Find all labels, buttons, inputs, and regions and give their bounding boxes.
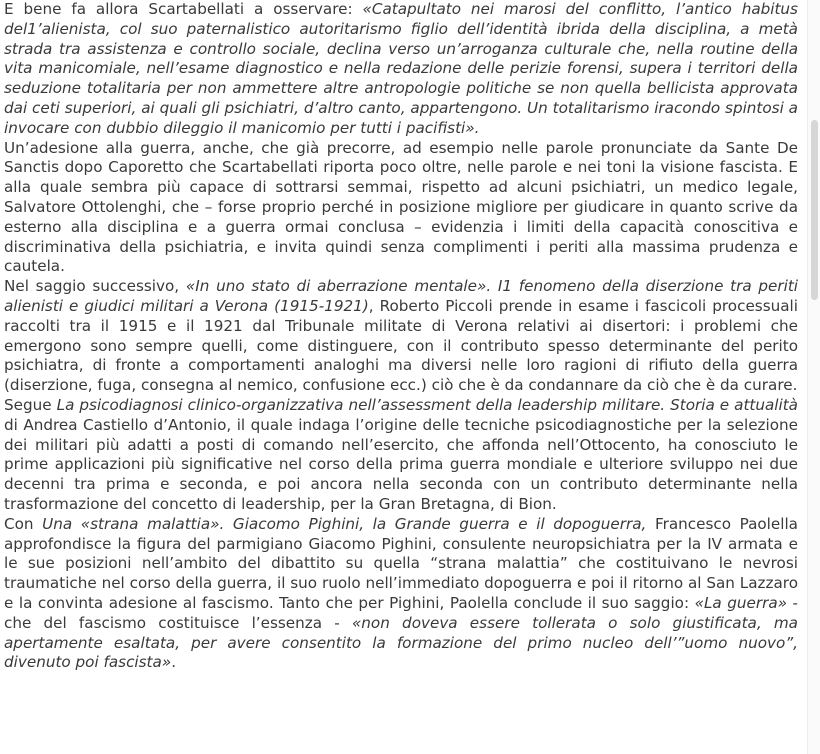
paragraph-scartabellati-quote xyxy=(4,0,798,139)
italic-essay-title: «In uno stato di aberrazione mentale». I1 fenomeno della diserzione tra periti alienisti e giudici militari a Verona (1915-1921) xyxy=(4,277,799,315)
italic-quote: «Catapultato nei marosi del conflitto, l’antico habitus del1’alienista, col suo paternalistico autoritarismo figlio dell’identità ibrida della disciplina, a metà strada tra assistenza e controllo sociale, declina verso un’arroganza culturale che, nella routine della vita manicomiale, nell’esame diagnostico e nella redazione delle perizie forensi, supera i territori della seduzione totalitaria per non ammettere altre antropologie politiche se non quella bellicista approvata dai ceti superiori, ai quali gli psichiatri, d’altro canto, appartengono. Un totalitarismo iracondo spintosi a invocare con dubbio dileggio il manicomio per tutti i pacifisti». xyxy=(4,0,798,137)
paragraph-adesione-guerra xyxy=(4,139,798,278)
italic-quote: «La guerra» xyxy=(694,593,788,612)
page-scrollbar[interactable] xyxy=(807,0,820,754)
italic-essay-title: Una «strana malattia». Giacomo Pighini, la Grande guerra e il dopoguerra, xyxy=(42,514,647,533)
italic-quote: «non doveva essere tollerata o solo giustificata, ma apertamente esaltata, per avere consentito la formazione del primo nucleo dell’”uomo nuovo”, divenuto poi fascista» xyxy=(4,613,798,672)
paragraph-piccoli xyxy=(4,277,798,396)
text-segment: Francesco Paolella approfondisce la figura del parmigiano Giacomo Pighini, consulente neuropsichiatra per la IV armata e le sue posizioni nell’ambito del dibattito su quella “strana malattia” che costituivano le nevrosi traumatiche nel corso della guerra, il suo ruolo nell’immediato dopoguerra e poi il ritorno al San Lazzaro e la convinta adesione al fascismo. Tanto che per Pighini, Paolella conclude il suo saggio: xyxy=(4,514,798,612)
article-body xyxy=(4,0,798,673)
text-segment: . xyxy=(171,653,177,672)
scrollbar-thumb[interactable] xyxy=(811,120,818,300)
text-segment: - che del fascismo costituisce l’essenza - xyxy=(4,593,798,632)
paragraph-castiello xyxy=(4,396,798,515)
text-segment: , Roberto Piccoli prende in esame i fascicoli processuali raccolti tra il 1915 e il 1921 dal Tribunale militate di Verona relativi ai disertori: i problemi che emergono sono sempre quelli, come distinguere, con il contributo spesso determinante del perito psichiatra, di fronte a comportamenti analoghi ma diversi nelle loro ragioni di rifiuto della guerra (diserzione, fuga, consegna al nemico, confusione ecc.) ciò che è da condannare da ciò che è da curare. xyxy=(4,296,798,395)
text-segment: Un’adesione alla guerra, anche, che già precorre, ad esempio nelle parole pronunciate da Sante De Sanctis dopo Caporetto che Scartabellati riporta poco oltre, nelle parole e nei toni la visione fascista. E alla quale sembra più capace di sottrarsi semmai, rispetto ad alcuni psichiatri, un medico legale, Salvatore Ottolenghi, che – forse proprio perché in posizione migliore per giudicare in quanto scrive da esterno alla disciplina e a guerra ormai conclusa – evidenzia i limiti della capacità conoscitiva e discriminativa della psichiatria, e invita quindi senza complimenti i periti alla massima prudenza e cautela. xyxy=(4,138,798,276)
text-segment: Segue xyxy=(4,395,57,414)
italic-essay-title: La psicodiagnosi clinico-organizzativa nell’assessment della leadership militare. Storia e attualità xyxy=(56,395,798,414)
text-segment: di Andrea Castiello d’Antonio, il quale indaga l’origine delle tecniche psicodiagnostiche per la selezione dei militari più adatti a posti di comando nell’esercito, che affonda nell’Ottocento, ha conosciuto le prime applicazioni più significative nel corso della prima guerra mondiale e ulteriore sviluppo nei due decenni tra prima e seconda, e poi ancora nella seconda con un contributo determinante nella trasformazione del concetto di leadership, per la Gran Bretagna, di Bion. xyxy=(4,415,798,513)
paragraph-paolella xyxy=(4,515,798,673)
text-segment: E bene fa allora Scartabellati a osservare: xyxy=(4,0,363,18)
text-segment: Nel saggio successivo, xyxy=(4,277,186,296)
text-segment: Con xyxy=(4,514,43,533)
